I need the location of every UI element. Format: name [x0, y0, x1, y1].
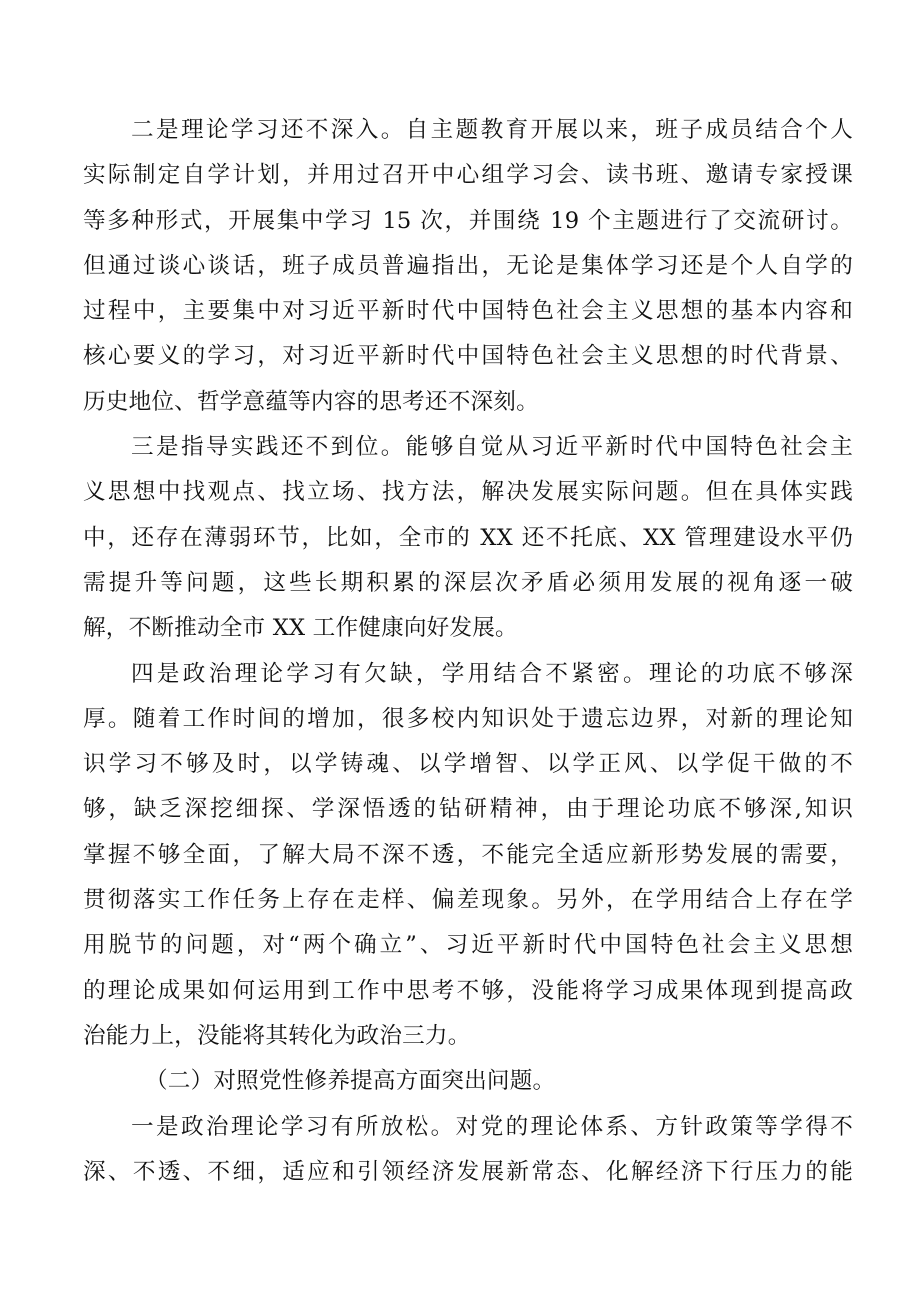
- text-line: 三是指导实践还不到位。能够自觉从习近平新时代中国特色社会主: [131, 434, 853, 461]
- paragraph-political-theory: [83, 652, 853, 1060]
- section-heading-text: （二）对照党性修养提高方面突出问题。: [145, 1068, 556, 1095]
- text-line: 识学习不够及时，以学铸魂、以学增智、以学正风、以学促干做的不: [83, 751, 853, 778]
- text-line: 解，不断推动全市 XX 工作健康向好发展。: [83, 615, 518, 642]
- text-line: 治能力上，没能将其转化为政治三力。: [83, 1022, 471, 1049]
- paragraph-guide-practice: [83, 425, 853, 651]
- text-line: 历史地位、哲学意蕴等内容的思考还不深刻。: [83, 388, 539, 415]
- text-line: 的理论成果如何运用到工作中思考不够，没能将学习成果体现到提高政: [83, 977, 853, 1004]
- text-line: 义思想中找观点、找立场、找方法，解决发展实际问题。但在具体实践: [83, 479, 853, 506]
- text-line: 深、不透、不细，适应和引领经济发展新常态、化解经济下行压力的能: [83, 1158, 853, 1185]
- paragraph-study-relaxed: [83, 1105, 853, 1196]
- paragraph-theory-study: [83, 108, 853, 425]
- text-line: 够，缺乏深挖细探、学深悟透的钻研精神，由于理论功底不够深,知识: [83, 796, 853, 823]
- text-line: 用脱节的问题，对“两个确立”、习近平新时代中国特色社会主义思想: [83, 932, 853, 959]
- text-line: 贯彻落实工作任务上存在走样、偏差现象。另外，在学用结合上存在学: [83, 887, 853, 914]
- document-body: [83, 108, 853, 1195]
- text-line: 核心要义的学习，对习近平新时代中国特色社会主义思想的时代背景、: [83, 343, 853, 370]
- text-line: 掌握不够全面，了解大局不深不透，不能完全适应新形势发展的需要，: [83, 841, 853, 868]
- text-line: 需提升等问题，这些长期积累的深层次矛盾必须用发展的视角逐一破: [83, 569, 853, 596]
- text-line: 四是政治理论学习有欠缺，学用结合不紧密。理论的功底不够深: [131, 660, 853, 687]
- text-line: 等多种形式，开展集中学习 15 次，并围绕 19 个主题进行了交流研讨。: [83, 207, 853, 234]
- text-line: 一是政治理论学习有所放松。对党的理论体系、方针政策等学得不: [131, 1113, 853, 1140]
- section-heading: [83, 1059, 853, 1104]
- text-line: 实际制定自学计划，并用过召开中心组学习会、读书班、邀请专家授课: [83, 162, 853, 189]
- text-line: 厚。随着工作时间的增加，很多校内知识处于遗忘边界，对新的理论知: [83, 705, 853, 732]
- text-line: 但通过谈心谈话，班子成员普遍指出，无论是集体学习还是个人自学的: [83, 252, 853, 279]
- text-line: 过程中，主要集中对习近平新时代中国特色社会主义思想的基本内容和: [83, 298, 853, 325]
- text-line: 二是理论学习还不深入。自主题教育开展以来，班子成员结合个人: [131, 117, 853, 143]
- text-line: 中，还存在薄弱环节，比如，全市的 XX 还不托底、XX 管理建设水平仍: [83, 524, 853, 551]
